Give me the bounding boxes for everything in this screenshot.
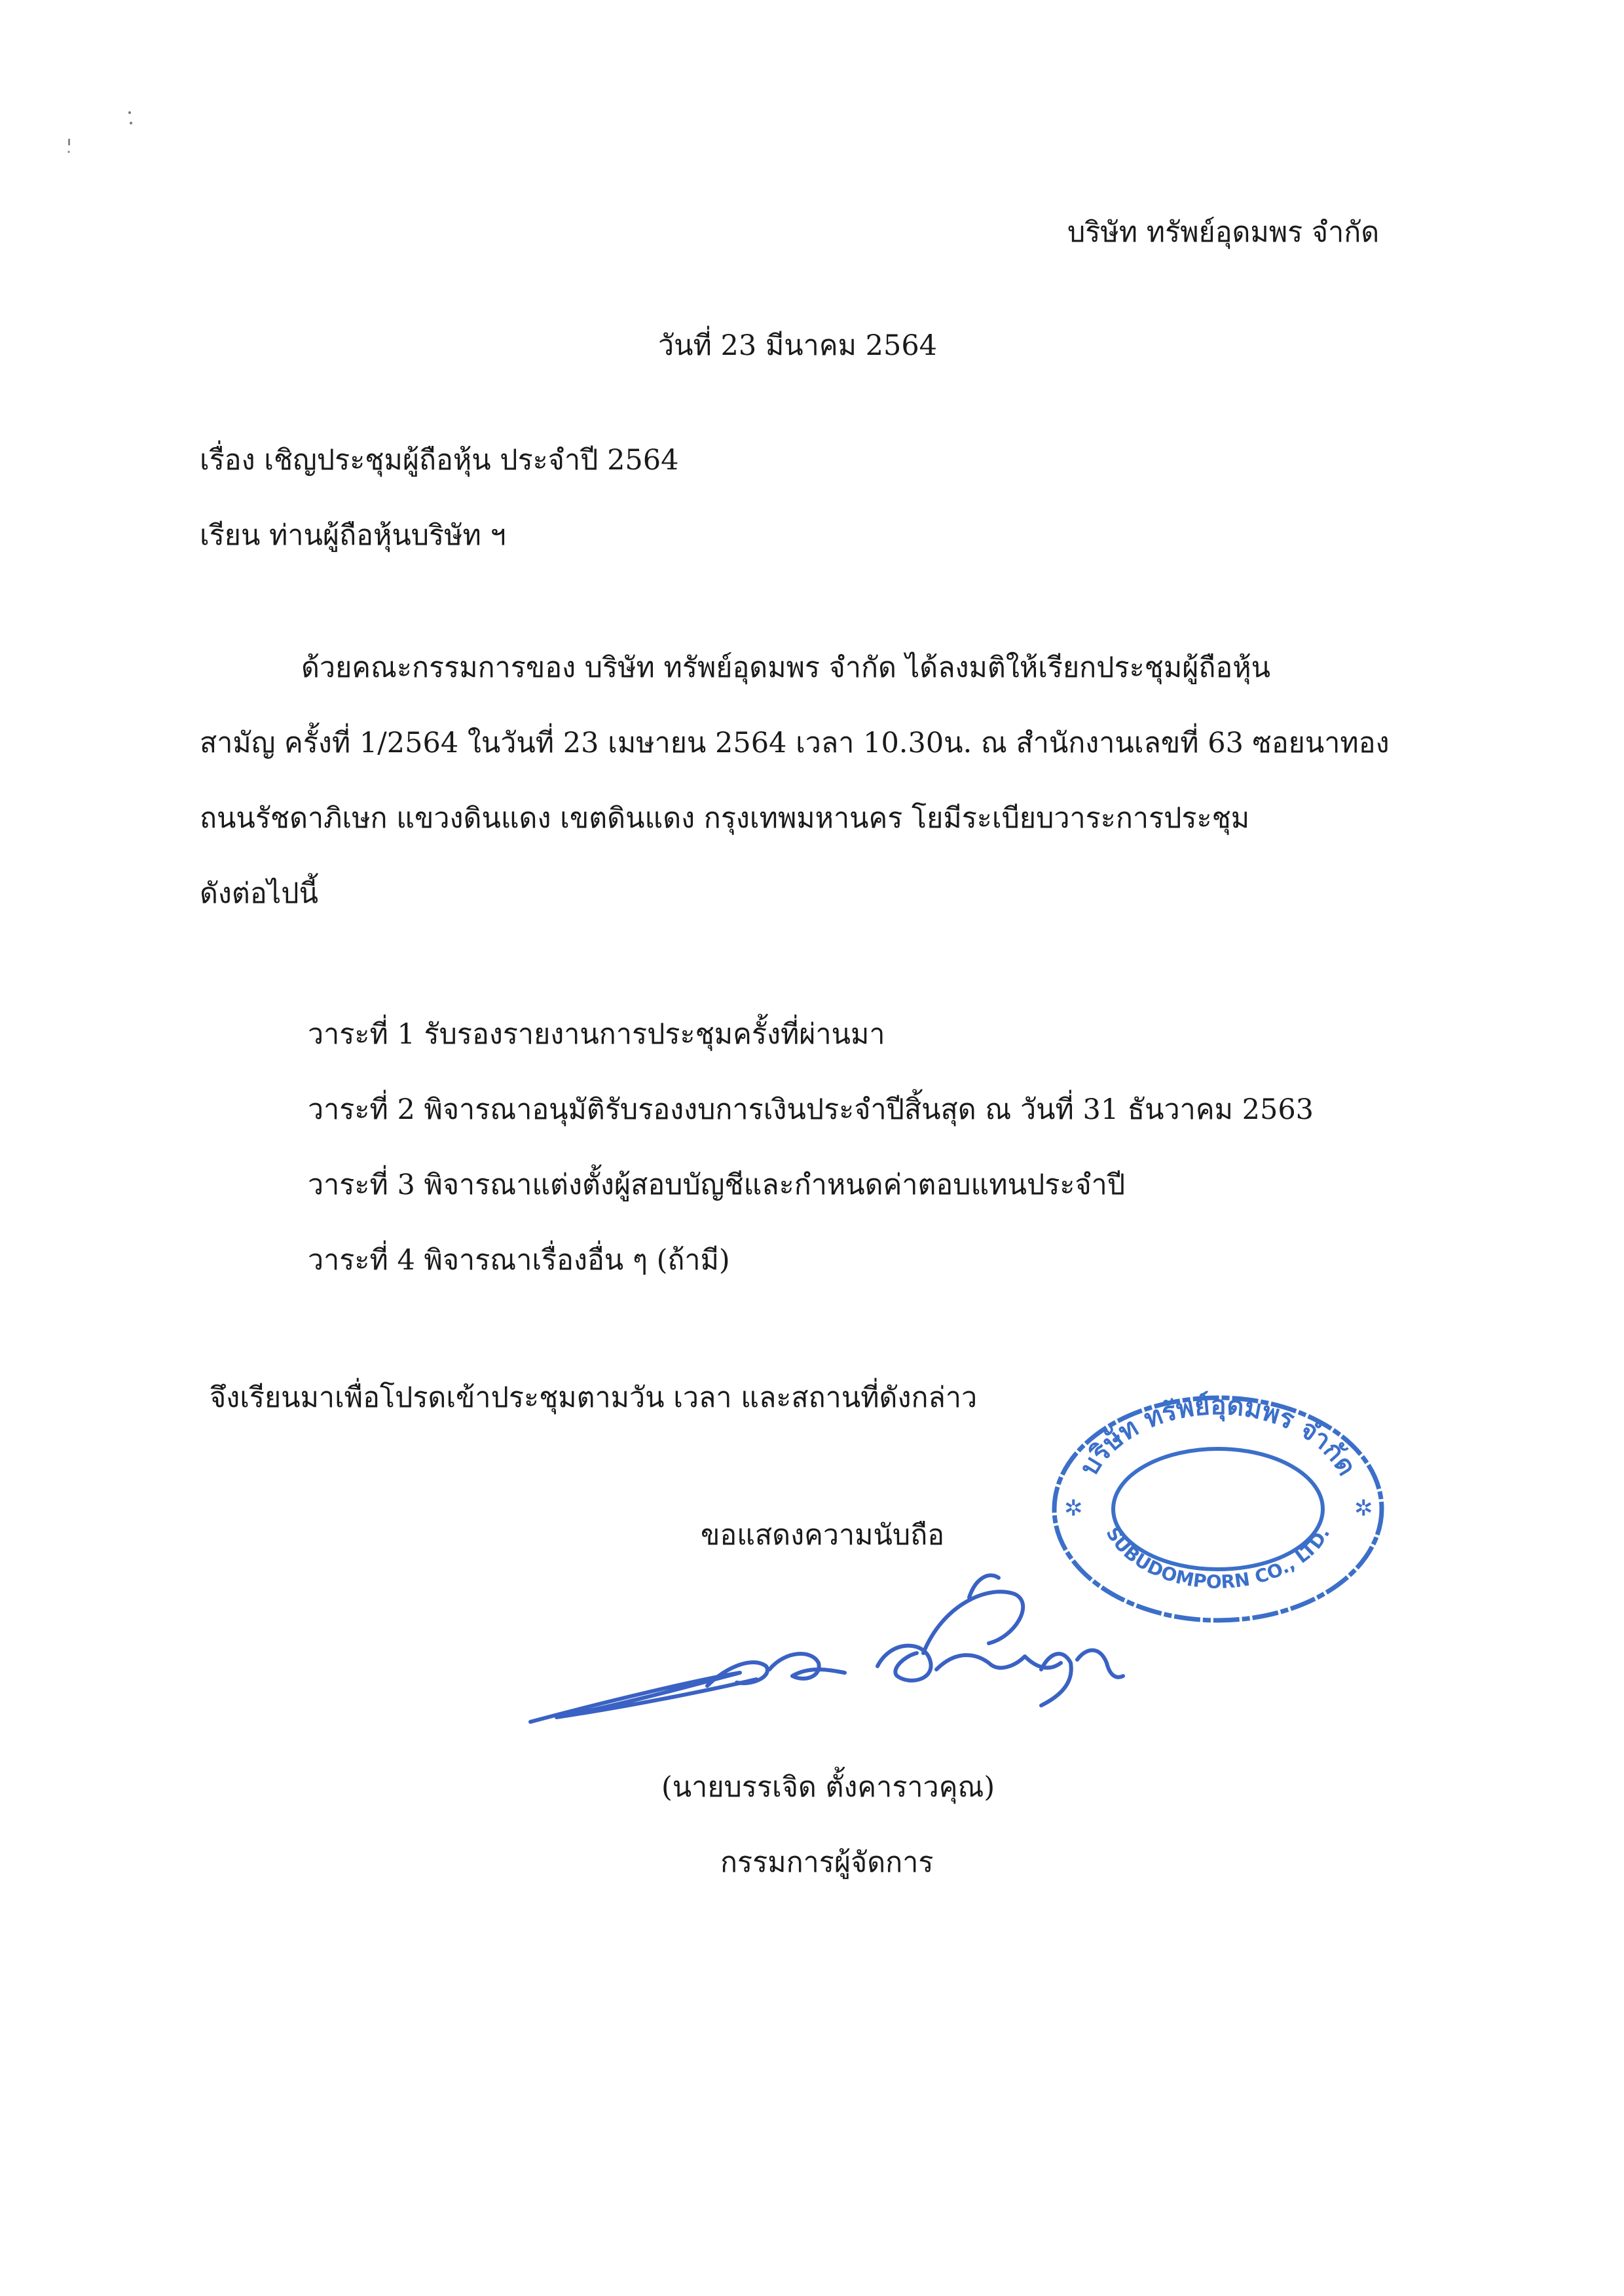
agenda-item: วาระที่ 4 พิจารณาเรื่องอื่น ๆ (ถ้ามี) — [308, 1244, 730, 1277]
body-line: ถนนรัชดาภิเษก แขวงดินแดง เขตดินแดง กรุงเทพมหานคร โยมีระเบียบวาระการประชุม — [200, 802, 1250, 835]
signer-title: กรรมการผู้จัดการ — [720, 1846, 934, 1879]
stamp-star-icon: ✲ — [1354, 1495, 1373, 1522]
scan-specks — [59, 105, 157, 164]
closing-line: จึงเรียนมาเพื่อโปรดเข้าประชุมตามวัน เวลา และสถานที่ดังกล่าว — [210, 1381, 978, 1414]
letter-recipient: เรียน ท่านผู้ถือหุ้นบริษัท ฯ — [200, 519, 506, 552]
body-line: สามัญ ครั้งที่ 1/2564 ในวันที่ 23 เมษายน 2564 เวลา 10.30น. ณ สำนักงานเลขที่ 63 ซอยนาทอง — [200, 727, 1390, 759]
body-line: ดังต่อไปนี้ — [200, 877, 318, 910]
agenda-item: วาระที่ 3 พิจารณาแต่งตั้งผู้สอบบัญชีและกำหนดค่าตอบแทนประจำปี — [308, 1169, 1126, 1201]
body-line: ด้วยคณะกรรมการของ บริษัท ทรัพย์อุดมพร จำกัด ได้ลงมติให้เรียกประชุมผู้ถือหุ้น — [301, 651, 1270, 684]
stamp-star-icon: ✲ — [1064, 1495, 1083, 1522]
letter-date: วันที่ 23 มีนาคม 2564 — [658, 329, 938, 362]
agenda-item: วาระที่ 2 พิจารณาอนุมัติรับรองงบการเงินประจำปีสิ้นสุด ณ วันที่ 31 ธันวาคม 2563 — [308, 1093, 1314, 1126]
handwritten-signature — [517, 1558, 1126, 1741]
letter-subject: เรื่อง เชิญประชุมผู้ถือหุ้น ประจำปี 2564 — [200, 444, 679, 477]
company-name: บริษัท ทรัพย์อุดมพร จำกัด — [1067, 216, 1380, 249]
stamp-bottom-text: SUBUDOMPORN CO., LTD. — [1101, 1523, 1335, 1593]
regards-line: ขอแสดงความนับถือ — [701, 1519, 945, 1552]
agenda-item: วาระที่ 1 รับรองรายงานการประชุมครั้งที่ผ่านมา — [308, 1018, 885, 1051]
signer-name: (นายบรรเจิด ตั้งคาราวคุณ) — [661, 1771, 995, 1804]
stamp-top-text: บริษัท ทรัพย์อุดมพร จำกัด — [1074, 1391, 1362, 1481]
